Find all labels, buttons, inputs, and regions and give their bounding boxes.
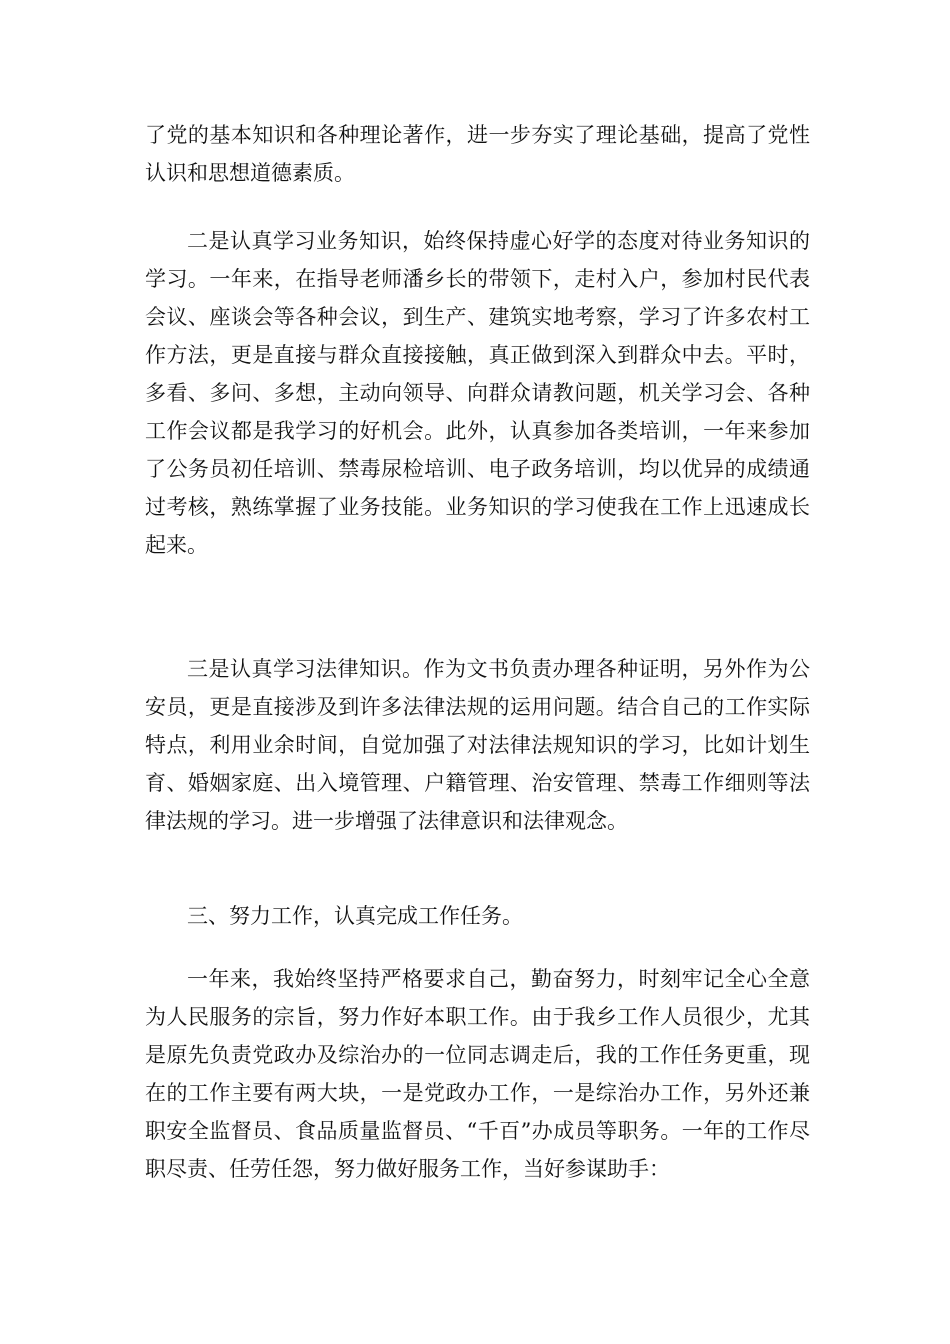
paragraph-business-knowledge: 二是认真学习业务知识，始终保持虚心好学的态度对待业务知识的学习。一年来，在指导老师潘乡长的带领下，走村入户，参加村民代表会议、座谈会等各种会议，到生产、建筑实地考察，学习了许多农村工作方法，更是直接与群众直接接触，真正做到深入到群众中去。平时，多看、多问、多想，主动向领导、向群众请教问题，机关学习会、各种工作会议都是我学习的好机会。此外，认真参加各类培训，一年来参加了公务员初任培训、禁毒尿检培训、电子政务培训，均以优异的成绩通过考核，熟练掌握了业务技能。业务知识的学习使我在工作上迅速成长起来。 xyxy=(145,229,810,557)
paragraph-legal-knowledge: 三是认真学习法律知识。作为文书负责办理各种证明，另外作为公安员，更是直接涉及到许多法律法规的运用问题。结合自己的工作实际特点，利用业余时间，自觉加强了对法律法规知识的学习，比如计划生育、婚姻家庭、出入境管理、户籍管理、治安管理、禁毒工作细则等法律法规的学习。进一步增强了法律意识和法律观念。 xyxy=(145,657,810,833)
paragraph-continuation: 了党的基本知识和各种理论著作，进一步夯实了理论基础，提高了党性认识和思想道德素质。 xyxy=(145,123,810,185)
section-heading-work: 三、努力工作，认真完成工作任务。 xyxy=(187,904,523,928)
paragraph-work-summary: 一年来，我始终坚持严格要求自己，勤奋努力，时刻牢记全心全意为人民服务的宗旨，努力作好本职工作。由于我乡工作人员很少，尤其是原先负责党政办及综治办的一位同志调走后，我的工作任务更重，现在的工作主要有两大块，一是党政办工作，一是综治办工作，另外还兼职安全监督员、食品质量监督员、“千百”办成员等职务。一年的工作尽职尽责、任劳任怨，努力做好服务工作，当好参谋助手： xyxy=(145,967,810,1181)
